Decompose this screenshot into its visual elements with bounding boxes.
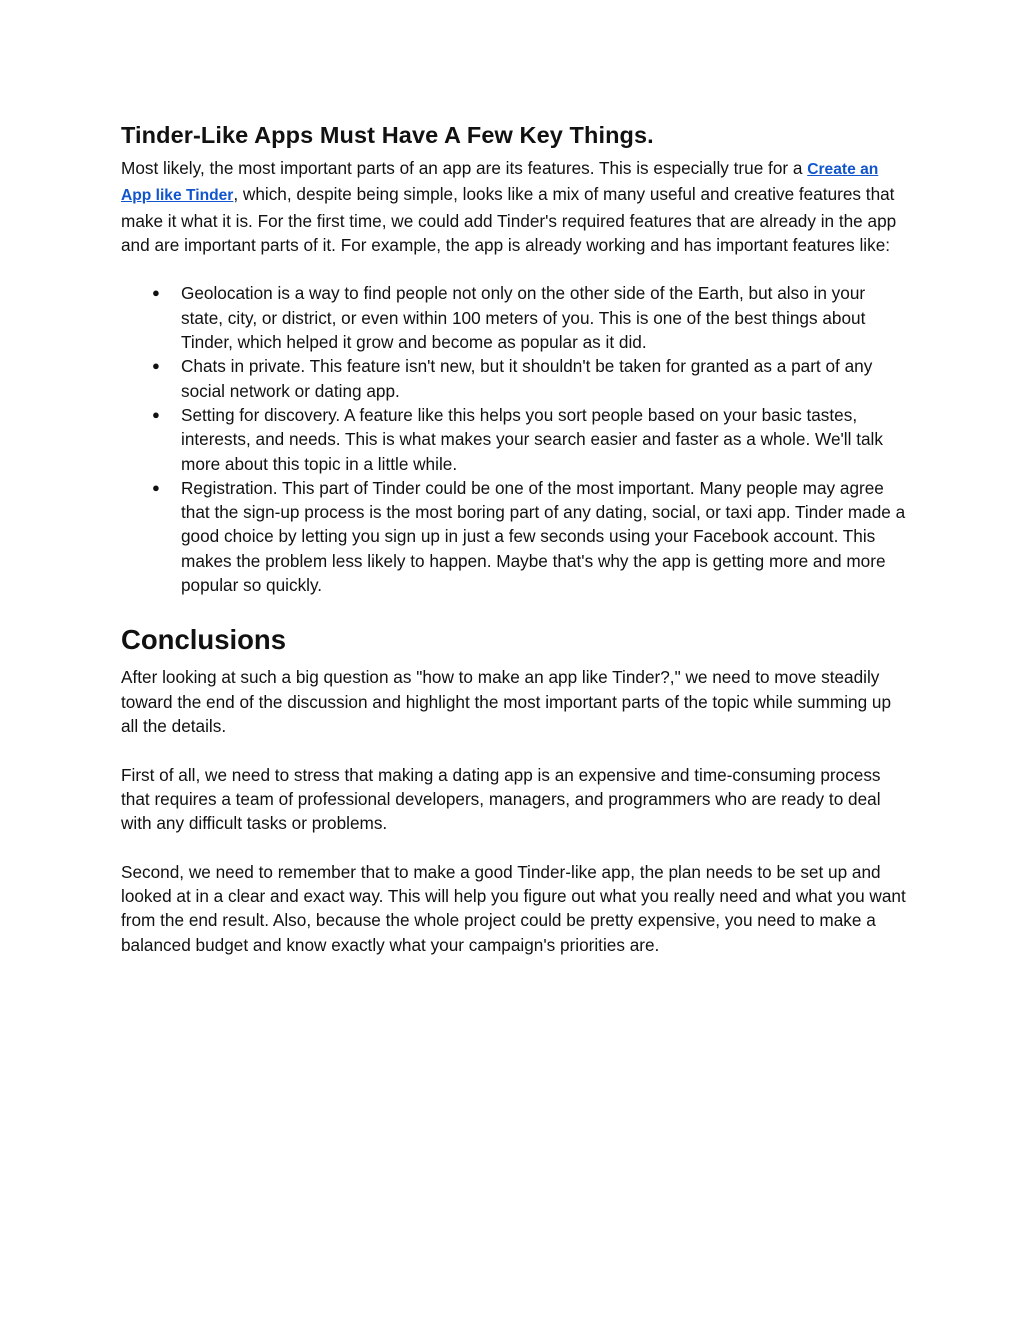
list-item bbox=[121, 403, 911, 476]
bullet-text-registration: Registration. This part of Tinder could be one of the most important. Many people may agree that the sign-up process is the most boring part of any dating, social, or taxi app. Tinder made a good choice by letting you sign up in just a few seconds using your Facebook account. This makes the problem less likely to happen. Maybe that's why the app is getting more and more popular so quickly. bbox=[181, 477, 906, 596]
section-key-things bbox=[121, 118, 911, 152]
intro-text-before-link: Most likely, the most important parts of an app are its features. This is especially true for a bbox=[121, 158, 808, 178]
intro-paragraph bbox=[121, 156, 911, 257]
list-item bbox=[121, 476, 911, 597]
list-item bbox=[121, 354, 911, 403]
conclusion-paragraph-1: After looking at such a big question as "how to make an app like Tinder?," we need to move steadily toward the end of the discussion and highlight the most important parts of the topic while summing up all the details. bbox=[121, 667, 892, 736]
bullet-dot-icon: ● bbox=[152, 285, 160, 301]
document-page bbox=[121, 118, 911, 957]
list-item bbox=[121, 281, 911, 354]
section-title-key-things: Tinder-Like Apps Must Have A Few Key Things. bbox=[121, 122, 654, 148]
paragraph-gap bbox=[121, 835, 911, 859]
section-gap bbox=[121, 597, 911, 621]
bullet-text-chats: Chats in private. This feature isn't new, but it shouldn't be taken for granted as a part of any social network or dating app. bbox=[181, 356, 873, 401]
conclusion-paragraph-3: Second, we need to remember that to make a good Tinder-like app, the plan needs to be set up and looked at in a clear and exact way. This will help you figure out what you really need and what you want from the end result. Also, because the whole project could be pretty expensive, you need to make a balanced budget and know exactly what your campaign's priorities are. bbox=[121, 861, 906, 955]
paragraph-gap bbox=[121, 738, 911, 762]
bullet-dot-icon: ● bbox=[152, 358, 160, 374]
intro-text-after-link: , which, despite being simple, looks like a mix of many useful and creative features that make it what it is. For the first time, we could add Tinder's required features that are already in the app and are important parts of it. For example, the app is already working and has important features like: bbox=[121, 184, 897, 255]
bullet-dot-icon: ● bbox=[152, 479, 160, 495]
conclusion-paragraph-2: First of all, we need to stress that making a dating app is an expensive and time-consuming process that requires a team of professional developers, managers, and programmers who are ready to deal with any difficult tasks or problems. bbox=[121, 764, 881, 834]
feature-bullet-list bbox=[121, 281, 911, 597]
bullet-text-geolocation: Geolocation is a way to find people not only on the other side of the Earth, but also in your state, city, or district, or even within 100 meters of you. This is one of the best things about Tinder, which helped it grow and become as popular as it did. bbox=[181, 283, 866, 353]
bullet-text-discovery: Setting for discovery. A feature like this helps you sort people based on your basic tastes, interests, and needs. This is what makes your search easier and faster as a whole. We'll talk more about this topic in a little while. bbox=[181, 404, 883, 474]
bullet-dot-icon: ● bbox=[152, 406, 160, 422]
create-app-like-tinder-link[interactable]: Create an App like Tinder bbox=[121, 161, 879, 205]
section-conclusions bbox=[121, 621, 911, 659]
paragraph-gap bbox=[121, 257, 911, 281]
section-title-conclusions: Conclusions bbox=[121, 624, 287, 656]
